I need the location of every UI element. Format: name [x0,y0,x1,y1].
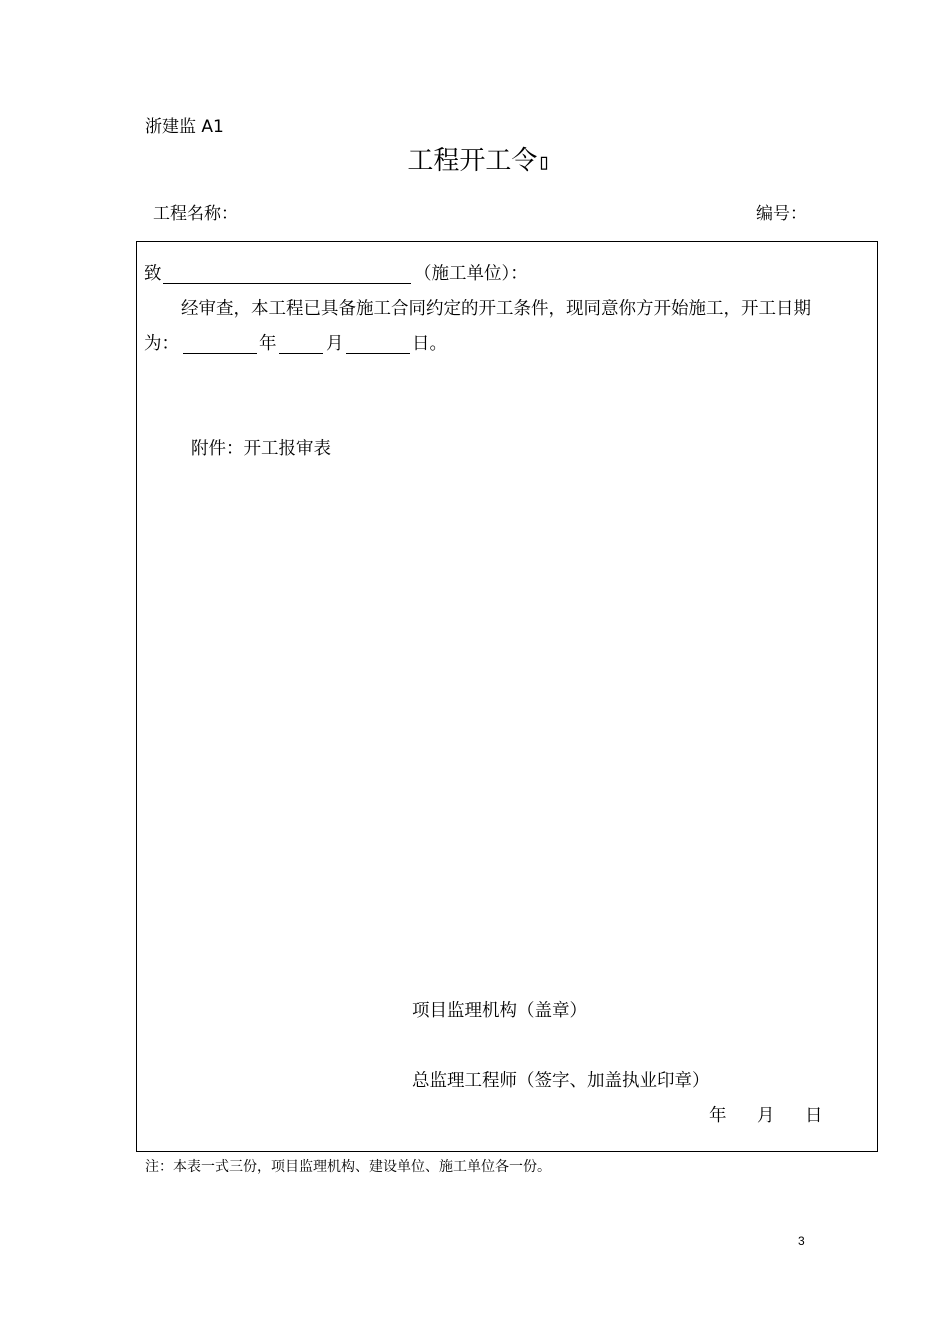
to-prefix: 致 [144,264,162,284]
year-label: 年 [259,334,277,354]
sign-date-month: 月 [757,1106,775,1126]
page-number: 3 [798,1234,805,1248]
start-day-blank[interactable] [346,353,410,354]
to-suffix: （施工单位）： [414,264,528,284]
form-code: 浙建监 A1 [145,117,224,137]
supervision-org-seal: 项目监理机构（盖章） [412,1001,587,1021]
day-label: 日。 [412,334,447,354]
sign-date-day: 日 [805,1106,823,1126]
start-month-blank[interactable] [279,353,323,354]
sign-date-year: 年 [709,1106,727,1126]
page-title [0,144,950,180]
approval-paragraph-line2-prefix: 为： [144,334,179,354]
start-year-blank[interactable] [183,353,257,354]
approval-paragraph-line1: 经审查，本工程已具备施工合同约定的开工条件，现同意你方开始施工，开工日期 [181,299,811,319]
missing-glyph-box: ▯ [537,150,551,175]
contractor-name-blank[interactable] [163,283,411,284]
number-label: 编号： [756,204,807,224]
footer-note: 注：本表一式三份，项目监理机构、建设单位、施工单位各一份。 [145,1159,551,1175]
month-label: 月 [326,334,344,354]
chief-engineer-signature: 总监理工程师（签字、加盖执业印章） [412,1071,710,1091]
project-name-label: 工程名称： [153,204,238,224]
title-text: 工程开工令 [407,146,538,176]
attachment-note: 附件：开工报审表 [191,439,331,459]
